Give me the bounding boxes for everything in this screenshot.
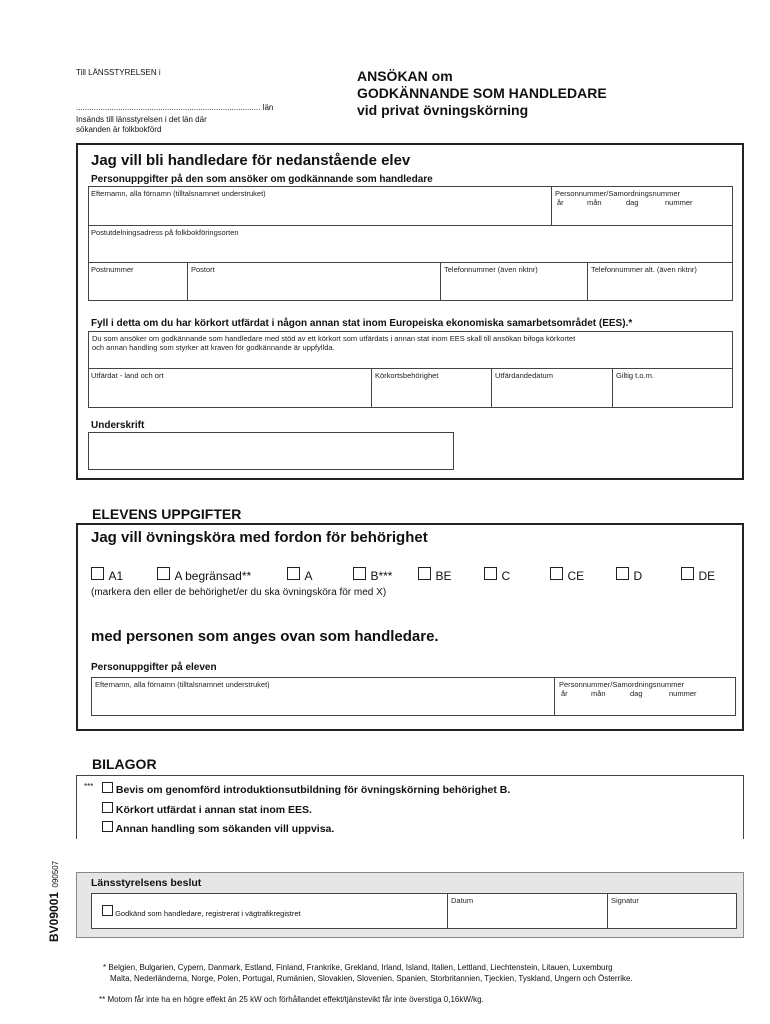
county-line[interactable]: ................................................................................... län	[76, 103, 274, 112]
signature-field[interactable]	[88, 432, 454, 470]
category-a-begransad[interactable]: A begränsad**	[157, 567, 251, 585]
attachment-item[interactable]: Körkort utfärdat i annan stat inom EES.	[102, 802, 312, 817]
student-subheading: Personuppgifter på eleven	[91, 662, 217, 673]
attachments-prefix: ***	[84, 782, 94, 791]
ees-valid-field[interactable]: Giltig t.o.m.	[616, 371, 654, 380]
category-b[interactable]: B***	[353, 567, 392, 585]
category-a[interactable]: A	[287, 567, 312, 585]
attachment-item[interactable]: Annan handling som sökanden vill uppvisa.	[102, 821, 334, 836]
ees-date-field[interactable]: Utfärdandedatum	[495, 371, 553, 380]
form-title	[357, 68, 607, 119]
category-note: (markera den eller de behörighet/er du ska övningsköra för med X)	[91, 587, 387, 598]
form-code: BV09001 090507	[47, 860, 61, 942]
applicant-postort-field[interactable]: Postort	[191, 265, 215, 274]
applicant-phone-alt-field[interactable]: Telefonnummer alt. (även riktnr)	[591, 265, 697, 274]
applicant-postnr-field[interactable]: Postnummer	[91, 265, 134, 274]
checkbox[interactable]	[418, 567, 431, 580]
category-de[interactable]: DE	[681, 567, 715, 585]
footnote-star2: ** Motorn får inte ha en högre effekt än 25 kW och förhållandet effekt/tjänstevikt får inte överstiga 0,16kW/kg.	[99, 995, 484, 1004]
category-ce[interactable]: CE	[550, 567, 584, 585]
with-person-text: med personen som anges ovan som handledare.	[91, 628, 439, 645]
category-be[interactable]: BE	[418, 567, 451, 585]
ees-category-field[interactable]: Körkortsbehörighet	[375, 371, 439, 380]
decision-approved[interactable]: Godkänd som handledare, registrerat i vägtrafikregistret	[102, 905, 301, 919]
pnr-man: mån	[587, 198, 602, 207]
checkbox[interactable]	[91, 567, 104, 580]
applicant-name-field[interactable]: Efternamn, alla förnamn (tilltalsnamnet understruket)	[91, 189, 266, 198]
attachment-item[interactable]: Bevis om genomförd introduktionsutbildning för övningskörning behörighet B.	[102, 782, 510, 797]
applicant-address-field[interactable]: Postutdelningsadress på folkbokföringsorten	[91, 228, 239, 237]
checkbox[interactable]	[102, 802, 113, 813]
decision-date-field[interactable]: Datum	[451, 896, 474, 905]
footnote-star1-line1: * Belgien, Bulgarien, Cypern, Danmark, Estland, Finland, Frankrike, Grekland, Irland, Island, Italien, Lettland, Liechtenstein, Litauen, Luxemburg	[103, 963, 613, 972]
signature-label: Underskrift	[91, 420, 145, 431]
ees-heading: Fyll i detta om du har körkort utfärdat i någon annan stat inom Europeiska ekonomiska samarbetsområdet (EES).*	[91, 318, 633, 329]
student-pnr-man: mån	[591, 689, 606, 698]
decision-signature-field[interactable]: Signatur	[611, 896, 639, 905]
checkbox[interactable]	[102, 821, 113, 832]
applicant-phone-field[interactable]: Telefonnummer (även riktnr)	[444, 265, 538, 274]
footnote-star1-line2: Malta, Nederländerna, Norge, Polen, Portugal, Rumänien, Slovakien, Slovenien, Spanien, Storbritannien, Tjeckien, Tyskland, Ungern och Österrike.	[110, 974, 633, 983]
student-pnr-nummer: nummer	[669, 689, 697, 698]
applicant-heading: Jag vill bli handledare för nedanstående elev	[91, 152, 411, 169]
ees-issued-field[interactable]: Utfärdat - land och ort	[91, 371, 164, 380]
category-c[interactable]: C	[484, 567, 510, 585]
title-line-2: GODKÄNNANDE SOM HANDLEDARE	[357, 85, 607, 101]
checkbox[interactable]	[681, 567, 694, 580]
ees-text-line-2: och annan handling som styrker att kraven för godkännande är uppfyllda.	[92, 343, 335, 352]
checkbox[interactable]	[102, 782, 113, 793]
attachments-title: BILAGOR	[92, 756, 157, 772]
checkbox[interactable]	[102, 905, 113, 916]
applicant-pnr-field[interactable]: Personnummer/Samordningsnummer	[555, 189, 681, 198]
title-line-1: ANSÖKAN om	[357, 68, 453, 84]
checkbox[interactable]	[287, 567, 300, 580]
student-name-field[interactable]: Efternamn, alla förnamn (tilltalsnamnet understruket)	[95, 680, 270, 689]
checkbox[interactable]	[616, 567, 629, 580]
applicant-subheading: Personuppgifter på den som ansöker om godkännande som handledare	[91, 174, 433, 185]
category-row	[91, 567, 731, 583]
student-heading: Jag vill övningsköra med fordon för behörighet	[91, 529, 428, 546]
pnr-nummer: nummer	[665, 198, 693, 207]
student-pnr-field[interactable]: Personnummer/Samordningsnummer	[559, 680, 685, 689]
category-a1[interactable]: A1	[91, 567, 123, 585]
decision-title: Länsstyrelsens beslut	[91, 877, 202, 889]
instruction-line-1: Insänds till länsstyrelsen i det län där	[76, 115, 207, 124]
ees-text-line-1: Du som ansöker om godkännande som handledare med stöd av ett körkort som utfärdats i annan stat inom EES skall till ansökan bifoga körkortet	[92, 334, 576, 343]
checkbox[interactable]	[484, 567, 497, 580]
student-section-title: ELEVENS UPPGIFTER	[92, 506, 242, 522]
checkbox[interactable]	[550, 567, 563, 580]
student-pnr-ar: år	[561, 689, 568, 698]
instruction-line-2: sökanden är folkbokförd	[76, 125, 162, 134]
pnr-dag: dag	[626, 198, 639, 207]
to-county-label: Till LÄNSSTYRELSEN i	[76, 68, 161, 77]
checkbox[interactable]	[157, 567, 170, 580]
student-pnr-dag: dag	[630, 689, 643, 698]
checkbox[interactable]	[353, 567, 366, 580]
pnr-ar: år	[557, 198, 564, 207]
category-d[interactable]: D	[616, 567, 642, 585]
title-line-3: vid privat övningskörning	[357, 102, 529, 118]
